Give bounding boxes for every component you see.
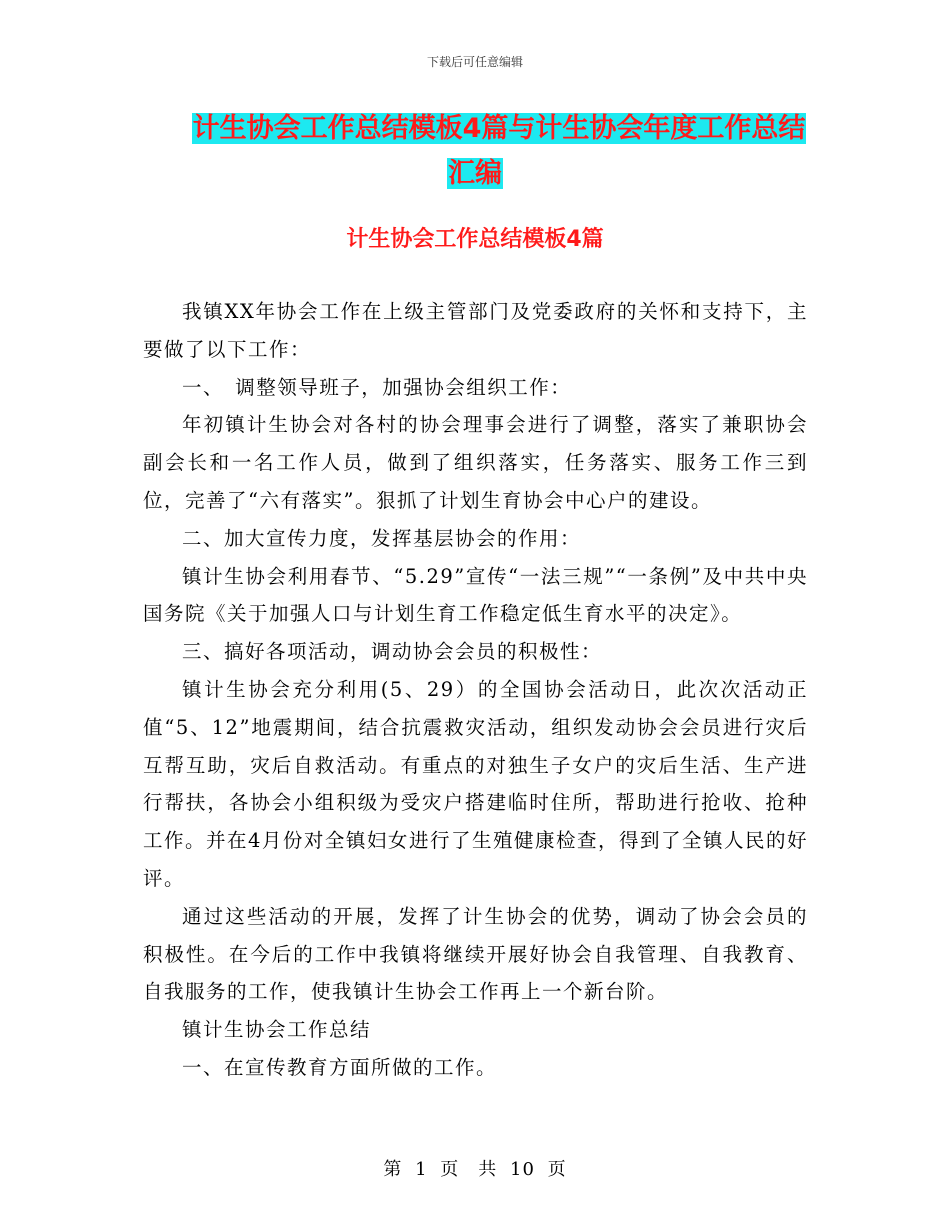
paragraph: 镇计生协会利用春节、“5.29”宣传“一法三规”“一条例”及中共中央国务院《关于加强人口与计划生育工作稳定低生育水平的决定》。 — [143, 564, 808, 626]
title-highlight: 计生协会工作总结模板4篇与计生协会年度工作总结 — [192, 113, 806, 144]
paragraph: 二、加大宣传力度，发挥基层协会的作用： — [182, 526, 582, 550]
document-title-line-1 — [0, 109, 950, 149]
title-highlight: 汇编 — [448, 158, 502, 189]
paragraph: 镇计生协会充分利用(5、29）的全国协会活动日，此次次活动正值“5、12”地震期间，结合抗震救灾活动，组织发动协会会员进行灾后互帮互助，灾后自救活动。有重点的对独生子女户的灾后生活、生产进行帮扶，各协会小组积级为受灾户搭建临时住所，帮助进行抢收、抢种工作。并在4月份对全镇妇女进行了生殖健康检查，得到了全镇人民的好评。 — [143, 677, 808, 890]
paragraph: 我镇XX年协会工作在上级主管部门及党委政府的关怀和支持下，主要做了以下工作： — [143, 300, 808, 361]
paragraph: 通过这些活动的开展，发挥了计生协会的优势，调动了协会会员的积极性。在今后的工作中我镇将继续开展好协会自我管理、自我教育、自我服务的工作，使我镇计生协会工作再上一个新台阶。 — [143, 904, 808, 1004]
page-footer — [0, 1155, 950, 1181]
paragraph: 年初镇计生协会对各村的协会理事会进行了调整，落实了兼职协会副会长和一名工作人员，做到了组织落实，任务落实、服务工作三到位，完善了“六有落实”。狠抓了计划生育协会中心户的建设。 — [143, 413, 808, 512]
body-text — [143, 293, 808, 1087]
footer-middle: 页 共 — [440, 1159, 498, 1180]
paragraph: 一、 调整领导班子，加强协会组织工作： — [182, 375, 572, 399]
section-title: 计生协会工作总结模板4篇 — [346, 227, 604, 252]
header-note: 下载后可任意编辑 — [426, 55, 523, 69]
paragraph: 镇计生协会工作总结 — [182, 1018, 372, 1042]
document-title-line-2 — [0, 154, 950, 194]
page-number: 1 — [415, 1159, 428, 1180]
footer-prefix: 第 — [383, 1159, 403, 1180]
page-total: 10 — [510, 1159, 535, 1180]
paragraph: 一、在宣传教育方面所做的工作。 — [182, 1055, 498, 1079]
footer-suffix: 页 — [547, 1159, 567, 1180]
paragraph: 三、搞好各项活动，调动协会会员的积极性： — [182, 640, 603, 664]
